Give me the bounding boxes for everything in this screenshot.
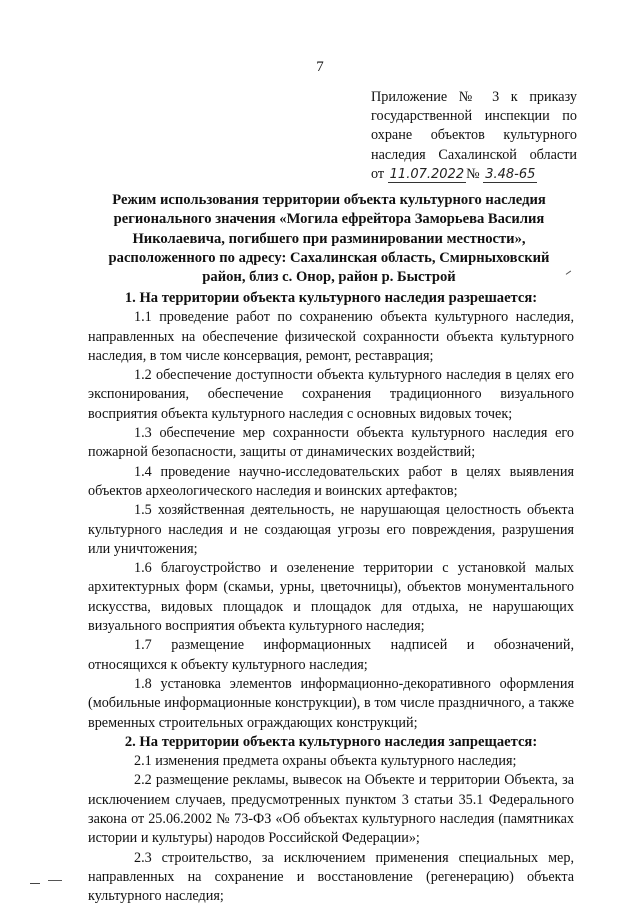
section-2-heading: 2. На территории объекта культурного наследия запрещается: (124, 733, 538, 750)
number-sign: № (466, 165, 480, 182)
handwritten-order-number: 3.48-65 (485, 166, 536, 182)
scan-artifact (48, 880, 62, 881)
page-number: 7 (316, 59, 324, 75)
scan-artifact (30, 883, 40, 884)
section-2-item: 2.1 изменения предмета охраны объекта культурного наследия; (134, 753, 517, 770)
title-line-1: Режим использования территории объекта культурного наследия (112, 192, 546, 208)
appendix-line-4: наследия Сахалинской области (371, 146, 577, 163)
section-1-item: 1.8 установка элементов информационно-декоративного оформления (мобильные информационные конструкции), в том числе праздничного, а также временных строительных ограждающих конструкций; (88, 675, 574, 731)
appendix-order-line (371, 165, 577, 184)
section-1-item: 1.4 проведение научно-исследовательских работ в целях выявления объектов археологического наследия и воинских артефактов; (88, 463, 574, 499)
appendix-block (371, 88, 577, 184)
title-line-3: Николаевича, погибшего при разминировании местности», (132, 230, 526, 247)
section-1-item: 1.5 хозяйственная деятельность, не нарушающая целостность объекта культурного наследия и не создающая угрозы его повреждения, разрушения или уничтожения; (88, 502, 574, 557)
appendix-line-2: государственной инспекции по (371, 108, 577, 125)
appendix-line-3: охране объектов культурного (371, 127, 577, 144)
document-title (84, 191, 574, 287)
section-2-item: 2.2 размещение рекламы, вывесок на Объекте и территории Объекта, за исключением случаев, предусмотренных пунктом 3 статьи 35.1 Федерального закона от 25.06.2002 № 73-ФЗ «Об объектах культурного наследия (памятниках истории и культуры) народов Российской Федерации»; (88, 772, 574, 847)
section-1-item: 1.3 обеспечение мер сохранности объекта культурного наследия его пожарной безопасности, защиты от динамических воздействий; (88, 425, 574, 461)
section-1-item: 1.7 размещение информационных надписей и обозначений, относящихся к объекту культурного наследия; (88, 637, 574, 673)
section-1-item: 1.6 благоустройство и озеленение территории с установкой малых архитектурных форм (скамьи, урны, цветочницы), объектов монументального искусства, видовых площадок и площадок для отдыха, не нарушающих визуального восприятия объекта культурного наследия; (88, 560, 574, 635)
document-body (88, 289, 574, 907)
section-1-item: 1.2 обеспечение доступности объекта культурного наследия в целях его экспонирования, обеспечение сохранения традиционного визуального восприятия объекта культурного наследия с основных видовых точек; (88, 367, 574, 422)
title-line-4: расположенного по адресу: Сахалинская область, Смирныховский (108, 249, 550, 266)
title-line-2: регионального значения «Могила ефрейтора Заморьева Василия (113, 211, 545, 228)
section-1-item: 1.1 проведение работ по сохранению объекта культурного наследия, направленных на обеспечение физической сохранности объекта культурного наследия, в том числе консервация, ремонт, реставрация; (88, 309, 574, 364)
title-line-5: район, близ с. Онор, район р. Быстрой (202, 269, 456, 286)
appendix-line-1: Приложение № 3 к приказу (371, 89, 577, 105)
handwritten-date: 11.07.2022 (389, 166, 465, 182)
section-1-heading: 1. На территории объекта культурного наследия разрешается: (124, 290, 538, 306)
section-2-item: 2.3 строительство, за исключением применения специальных мер, направленных на сохранение и восстановление (регенерацию) объекта культурного наследия; (88, 849, 574, 905)
from-label: от (371, 165, 385, 182)
